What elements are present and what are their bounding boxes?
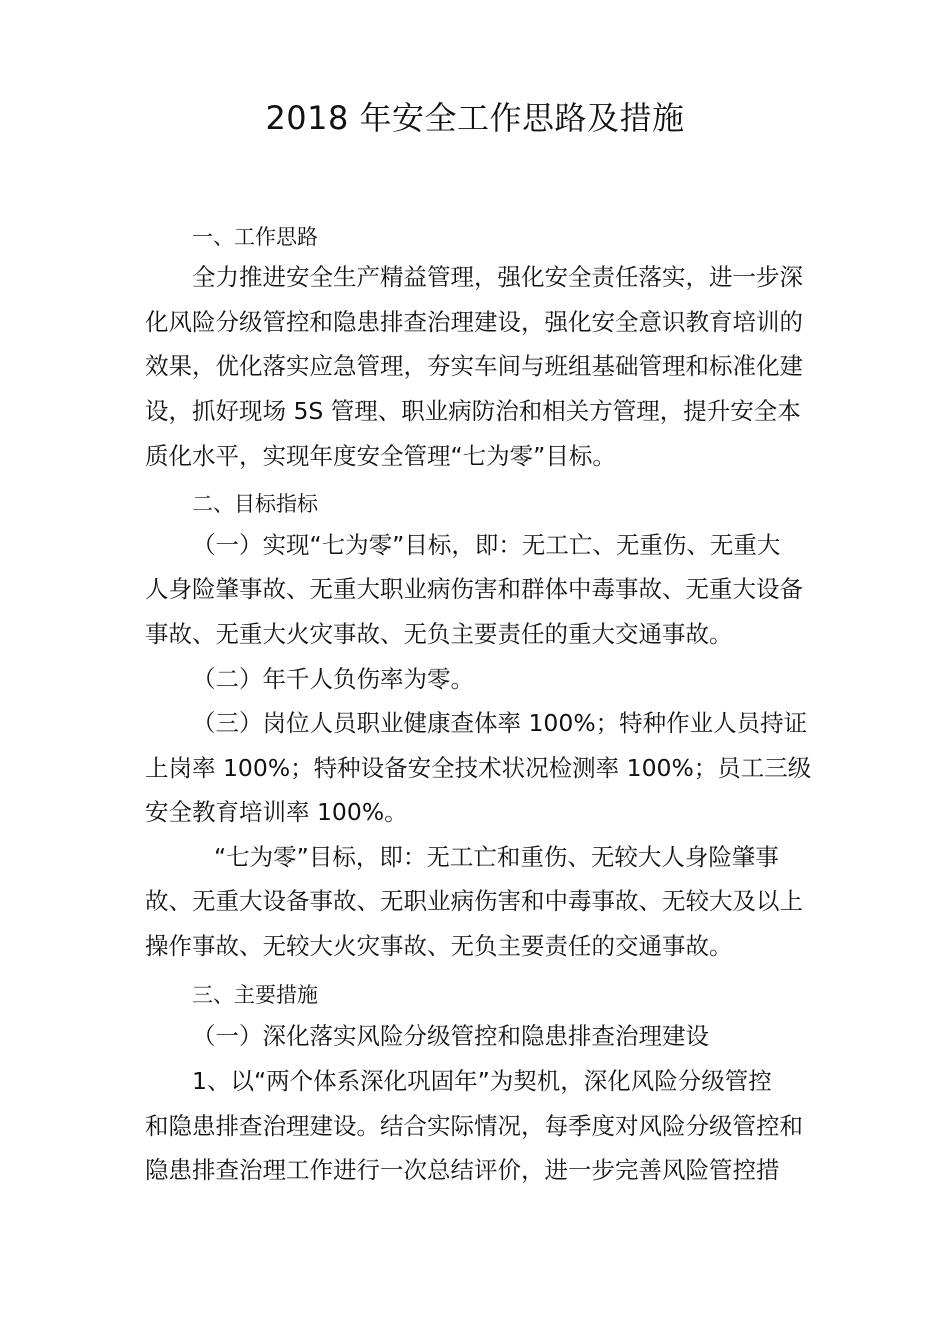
paragraph-line: 故、无重大设备事故、无职业病伤害和中毒事故、无较大及以上 bbox=[145, 887, 803, 915]
paragraph-line: （二）年千人负伤率为零。 bbox=[192, 665, 474, 693]
paragraph-line: 质化水平，实现年度安全管理“七为零”目标。 bbox=[145, 442, 616, 470]
section-heading-measures: 三、主要措施 bbox=[192, 983, 318, 1007]
paragraph-line: 隐患排查治理工作进行一次总结评价，进一步完善风险管控措 bbox=[145, 1156, 780, 1184]
paragraph-line: 上岗率 100%；特种设备安全技术状况检测率 100%；员工三级 bbox=[145, 754, 812, 782]
document-title: 2018 年安全工作思路及措施 bbox=[265, 99, 685, 137]
section-heading-work-approach: 一、工作思路 bbox=[192, 225, 318, 249]
paragraph-line: 设，抓好现场 5S 管理、职业病防治和相关方管理，提升安全本 bbox=[145, 397, 801, 425]
paragraph-line: 事故、无重大火灾事故、无负主要责任的重大交通事故。 bbox=[145, 620, 733, 648]
paragraph-line: （一）实现“七为零”目标，即：无工亡、无重伤、无重大 bbox=[192, 531, 781, 559]
paragraph-line: 效果，优化落实应急管理，夯实车间与班组基础管理和标准化建 bbox=[145, 352, 803, 380]
subsection-heading: （一）深化落实风险分级管控和隐患排查治理建设 bbox=[192, 1022, 709, 1050]
paragraph-line: 安全教育培训率 100%。 bbox=[145, 798, 408, 826]
paragraph-line: 人身险肇事故、无重大职业病伤害和群体中毒事故、无重大设备 bbox=[145, 575, 803, 603]
paragraph-line: “七为零”目标，即：无工亡和重伤、无较大人身险肇事 bbox=[214, 843, 779, 871]
paragraph-line: 操作事故、无较大火灾事故、无负主要责任的交通事故。 bbox=[145, 932, 733, 960]
paragraph-line: 和隐患排查治理建设。结合实际情况，每季度对风险分级管控和 bbox=[145, 1112, 803, 1140]
paragraph-line: 化风险分级管控和隐患排查治理建设，强化安全意识教育培训的 bbox=[145, 308, 803, 336]
paragraph-line: 全力推进安全生产精益管理，强化安全责任落实，进一步深 bbox=[192, 263, 803, 291]
section-heading-targets: 二、目标指标 bbox=[192, 492, 318, 516]
paragraph-line: （三）岗位人员职业健康查体率 100%；特种作业人员持证 bbox=[192, 709, 808, 737]
paragraph-line: 1、以“两个体系深化巩固年”为契机，深化风险分级管控 bbox=[192, 1067, 772, 1095]
